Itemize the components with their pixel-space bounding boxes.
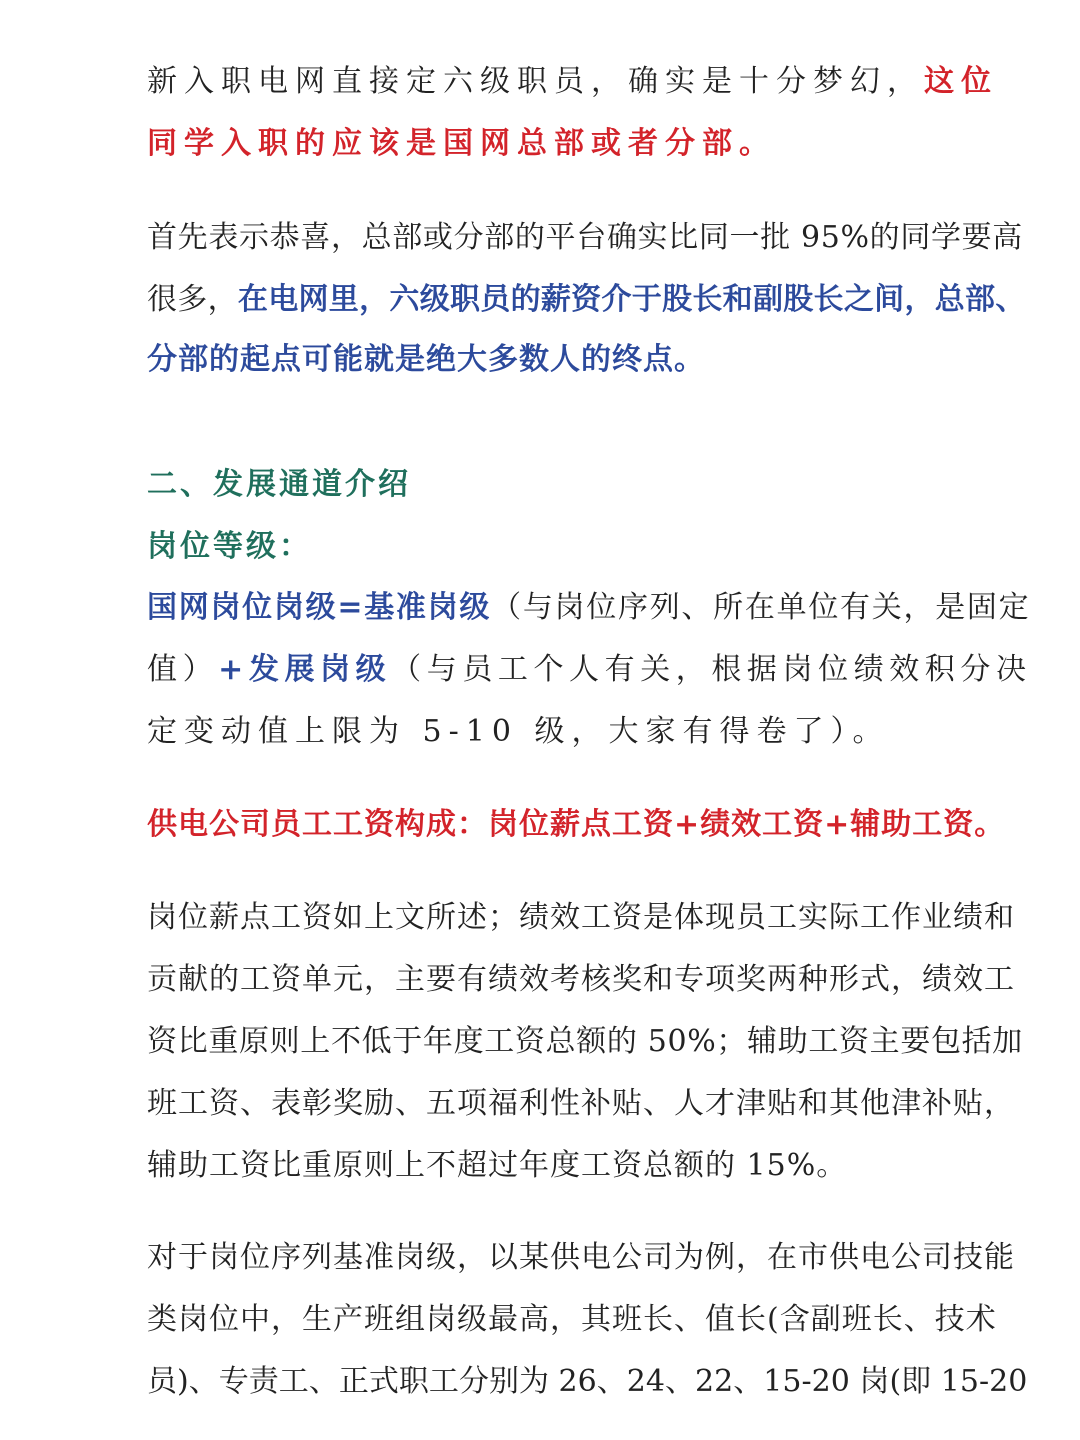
p6-line-1-text: 对于岗位序列基准岗级，以某供电公司为例，在市供电公司技能 [147,1240,1015,1275]
p3-line-3 [147,712,977,752]
p5-line-2 [147,960,1015,1000]
p3-line-2-highlight: +发展岗级 [218,652,392,687]
p2-line-2 [147,280,1026,320]
p6-line-2-text: 类岗位中，生产班组岗级最高，其班长、值长(含副班长、技术 [147,1302,997,1337]
p3-line-2-text-a: 值） [147,652,219,687]
p4-highlight: 供电公司员工工资构成：岗位薪点工资+绩效工资+辅助工资。 [147,807,1006,842]
p3-line-3-text: 定变动值上限为 5-10 级，大家有得卷了）。 [147,714,890,749]
p2-line-1-text: 首先表示恭喜，总部或分部的平台确实比同一批 95%的同学要高 [147,220,1023,255]
p2-line-2-highlight: 在电网里，六级职员的薪资介于股长和副股长之间，总部、 [237,282,1026,317]
p3-line-1-highlight: 国网岗位岗级=基准岗级 [147,590,492,625]
p3-line-1-text: （与岗位序列、所在单位有关，是固定 [491,590,1031,625]
p6-line-2 [147,1300,997,1340]
p6-line-3-text: 员)、专责工、正式职工分别为 26、24、22、15-20 岗(即 15-20 [147,1364,1028,1399]
p1-line-2-highlight: 同学入职的应该是国网总部或者分部。 [147,126,776,161]
p3-line-2-text-b: （与员工个人有关，根据岗位绩效积分决 [391,652,1032,687]
p2-line-2-text: 很多， [147,282,238,317]
p5-line-5 [147,1146,977,1186]
p1-line-1-highlight: 这位 [924,64,998,99]
section-heading-text: 二、发展通道介绍 [147,467,411,502]
p6-line-1 [147,1238,1015,1278]
section-subheading [147,527,977,567]
p6-line-3 [147,1362,1028,1402]
p5-line-3 [147,1022,1023,1062]
p5-line-5-text: 辅助工资比重原则上不超过年度工资总额的 15%。 [147,1148,848,1183]
p1-line-2 [147,124,977,164]
p3-line-1 [147,588,1031,628]
section-subheading-text: 岗位等级： [147,529,312,564]
p5-line-1 [147,898,1015,938]
p2-line-3-highlight: 分部的起点可能就是绝大多数人的终点。 [147,342,705,377]
p1-line-1-text: 新入职电网直接定六级职员，确实是十分梦幻， [147,64,924,99]
p3-line-2 [147,650,1032,690]
p2-line-3 [147,340,977,380]
p5-line-2-text: 贡献的工资单元，主要有绩效考核奖和专项奖两种形式，绩效工 [147,962,1015,997]
p5-line-3-text: 资比重原则上不低于年度工资总额的 50%；辅助工资主要包括加 [147,1024,1023,1059]
p4-line-1 [147,805,1006,845]
p1-line-1 [147,62,998,102]
p5-line-1-text: 岗位薪点工资如上文所述；绩效工资是体现员工实际工作业绩和 [147,900,1015,935]
section-heading [147,465,977,505]
p5-line-4 [147,1084,1015,1124]
p2-line-1 [147,218,1023,258]
p5-line-4-text: 班工资、表彰奖励、五项福利性补贴、人才津贴和其他津补贴， [147,1086,1015,1121]
